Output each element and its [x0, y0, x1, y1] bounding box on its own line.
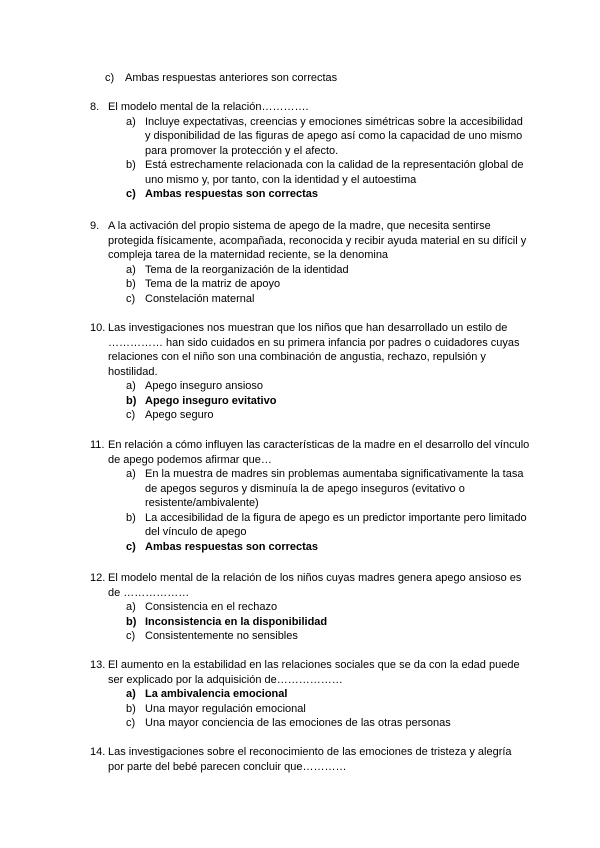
correct-answer	[90, 615, 530, 630]
question-number: 10.	[90, 322, 106, 334]
question-number: 13.	[90, 659, 106, 671]
option-text: Apego seguro	[145, 409, 214, 421]
correct-answer	[90, 540, 530, 555]
option-text: Está estrechamente relacionada con la calidad de la representación global de uno mismo y, por tanto, con la identidad y el autoestima	[145, 159, 524, 186]
correct-answer	[90, 187, 530, 202]
list-item	[90, 379, 530, 394]
question-number: 12.	[90, 572, 106, 584]
option-letter: a)	[126, 115, 136, 128]
list-item	[90, 629, 530, 644]
option-letter: a)	[126, 601, 136, 613]
option-letter: a)	[126, 688, 136, 700]
option-letter: c)	[126, 409, 136, 421]
list-item	[90, 158, 530, 187]
list-item	[90, 292, 530, 307]
question-12	[90, 571, 530, 644]
option-text: La ambivalencia emocional	[145, 688, 288, 700]
question-number: 11.	[90, 439, 105, 451]
option-text: Apego inseguro evitativo	[145, 394, 277, 407]
option-letter: b)	[126, 702, 136, 715]
list-item	[90, 702, 530, 717]
list-item	[90, 277, 530, 292]
list-item	[90, 408, 530, 423]
question-number: 14.	[90, 746, 106, 758]
correct-answer	[90, 394, 530, 409]
option-text: Consistentemente no sensibles	[145, 630, 298, 642]
question-9	[90, 219, 530, 306]
question-10	[90, 321, 530, 423]
list-item	[105, 71, 600, 86]
question-number: 9.	[90, 220, 100, 232]
option-text: Tema de la reorganización de la identidad	[145, 263, 349, 276]
option-letter: b)	[126, 278, 136, 290]
option-letter: c)	[126, 292, 136, 305]
question-text: Las investigaciones sobre el reconocimiento de las emociones de tristeza y alegría por parte del bebé parecen concluir que…………	[108, 746, 512, 773]
list-item	[90, 467, 530, 511]
option-text: Ambas respuestas son correctas	[145, 188, 319, 200]
correct-answer	[90, 687, 530, 702]
option-letter: b)	[126, 159, 136, 171]
question-13	[90, 658, 530, 731]
question-text: El modelo mental de la relación de los niños cuyas madres genera apego ansioso es de ………………	[108, 572, 522, 599]
option-letter: c)	[126, 717, 136, 729]
question-14	[90, 745, 530, 774]
question-text: El modelo mental de la relación………….	[108, 101, 309, 113]
question-text: Las investigaciones nos muestran que los niños que han desarrollado un estilo de …………… han sido cuidados en su primera infancia por padres o cuidadores cuyas relaciones con el niño son una combinación de angustia, rechazo, repulsión y hostilidad.	[108, 322, 520, 378]
option-letter: c)	[126, 630, 136, 642]
option-text: Una mayor regulación emocional	[145, 702, 306, 715]
list-item	[90, 716, 530, 731]
list-item	[90, 600, 530, 615]
option-letter: c)	[105, 72, 115, 84]
option-text: Ambas respuestas son correctas	[145, 540, 319, 553]
question-number: 8.	[90, 101, 100, 113]
option-letter: a)	[126, 468, 136, 480]
list-item	[90, 115, 530, 159]
question-8	[90, 100, 530, 202]
option-text: Ambas respuestas anteriores son correctas	[125, 72, 338, 84]
option-letter: b)	[126, 394, 137, 407]
option-text: La accesibilidad de la figura de apego es un predictor importante pero limitado del vínculo de apego	[145, 511, 527, 538]
question-text: El aumento en la estabilidad en las relaciones sociales que se da con la edad puede ser explicado por la adquisición de………………	[108, 659, 520, 686]
option-text: Constelación maternal	[145, 292, 255, 305]
option-letter: b)	[126, 511, 136, 524]
option-letter: c)	[126, 188, 136, 200]
option-text: Consistencia en el rechazo	[145, 601, 278, 613]
option-text: En la muestra de madres sin problemas aumentaba significativamente la tasa de apegos seguros y disminuía la de apego inseguros (evitativo o resistente/ambivalente)	[145, 468, 524, 509]
option-letter: c)	[126, 540, 136, 553]
option-text: Inconsistencia en la disponibilidad	[145, 615, 328, 628]
option-letter: a)	[126, 380, 136, 392]
question-text: En relación a cómo influyen las características de la madre en el desarrollo del vínculo de apego podemos afirmar que…	[108, 439, 530, 466]
option-letter: a)	[126, 263, 136, 276]
question-11	[90, 438, 530, 554]
option-text: Una mayor conciencia de las emociones de las otras personas	[145, 717, 451, 729]
list-item	[90, 511, 530, 540]
list-item	[90, 263, 530, 278]
option-text: Incluye expectativas, creencias y emociones simétricas sobre la accesibilidad y disponibilidad de las figuras de apego así como la capacidad de uno mismo para promover la protección y el afecto.	[145, 115, 523, 157]
question-text: A la activación del propio sistema de apego de la madre, que necesita sentirse protegida físicamente, acompañada, reconocida y recibir ayuda material en su difícil y compleja tarea de la maternidad reciente, se la denomina	[108, 220, 527, 261]
option-text: Apego inseguro ansioso	[145, 380, 264, 392]
option-text: Tema de la matriz de apoyo	[145, 278, 281, 290]
option-letter: b)	[126, 615, 137, 628]
